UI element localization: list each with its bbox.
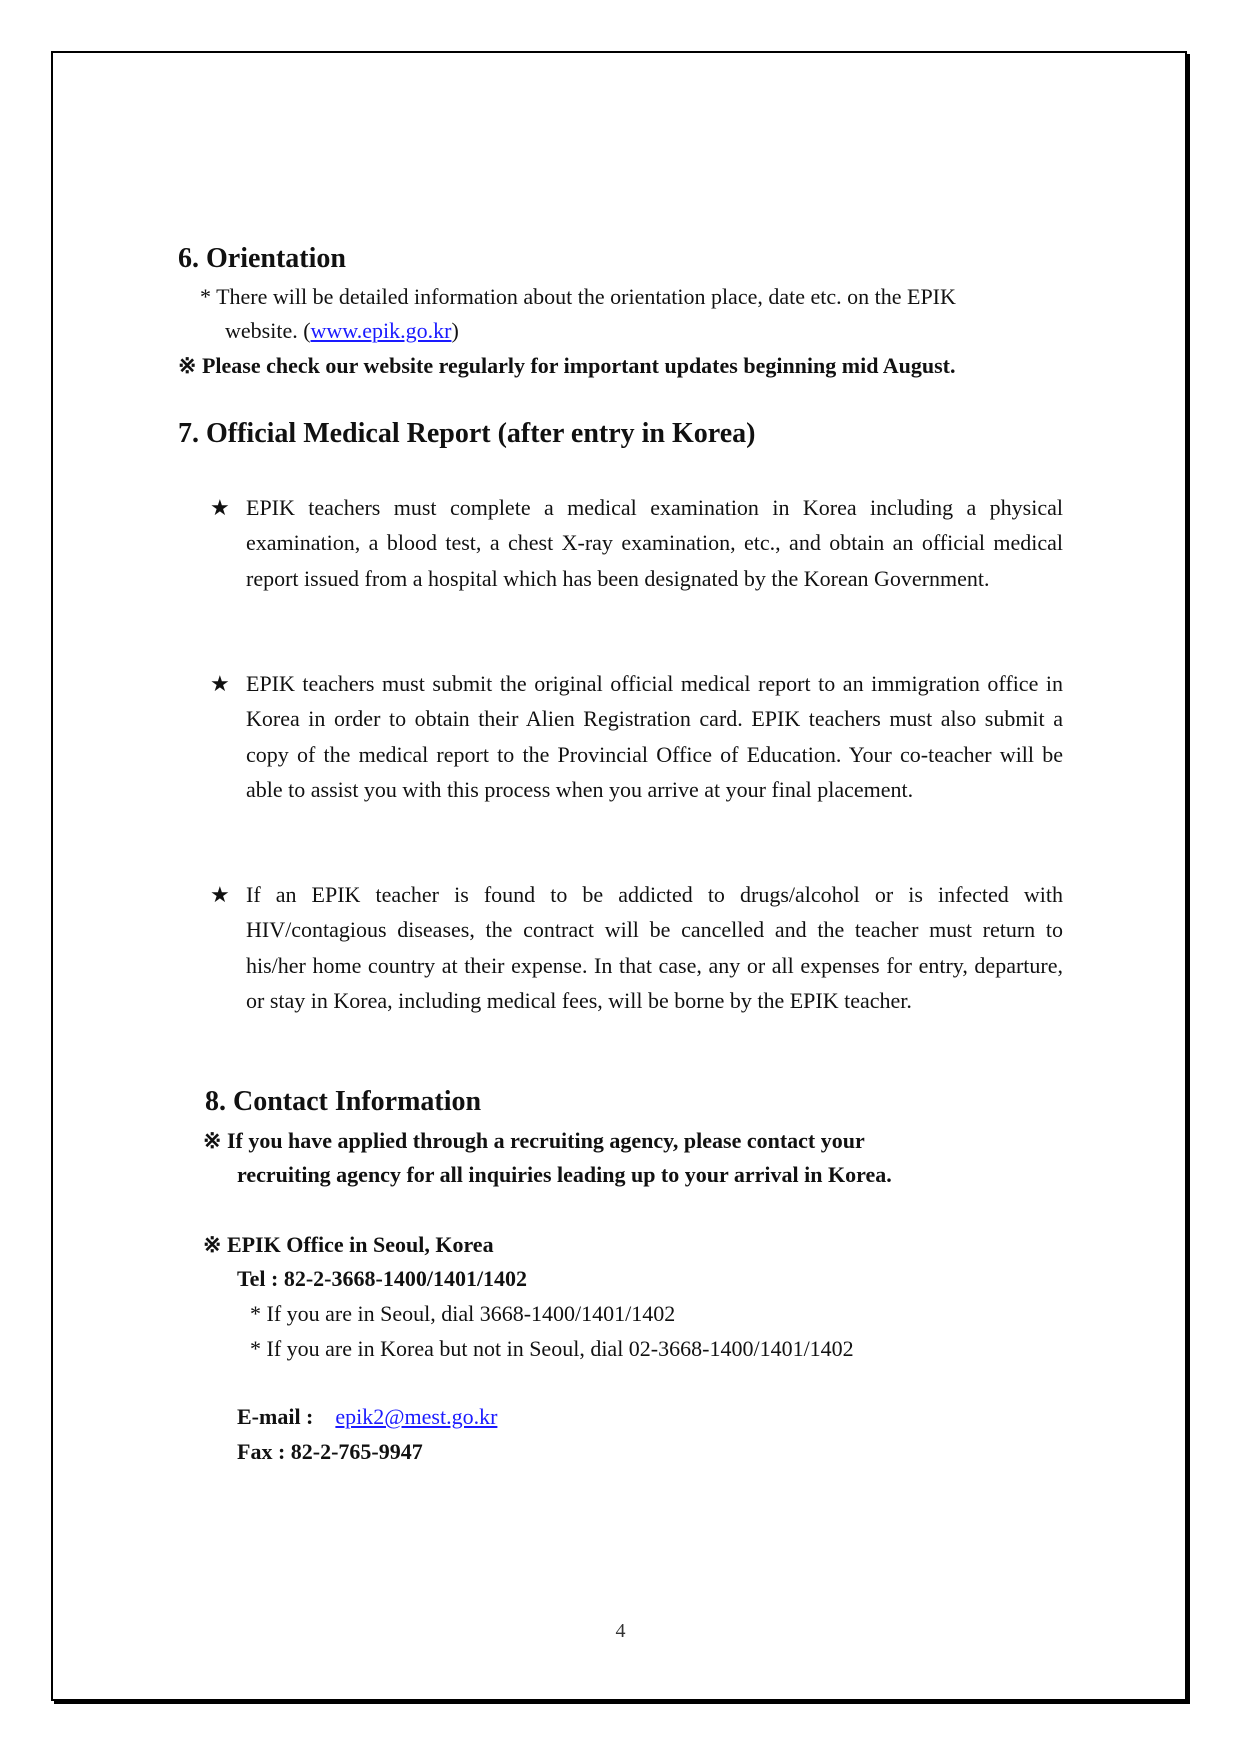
star-bullet-icon: ★: [210, 495, 230, 520]
epik-website-link[interactable]: www.epik.go.kr: [310, 318, 452, 343]
orientation-important-notice: [178, 353, 955, 379]
orientation-important-text: Please check our website regularly for important updates beginning mid August.: [201, 353, 956, 378]
medical-item-3: [210, 877, 1063, 1018]
email-line: [237, 1404, 497, 1430]
agency-notice-text1: If you have applied through a recruiting agency, please contact your: [226, 1128, 865, 1153]
orientation-note-line2: [225, 318, 459, 344]
medical-item-text: If an EPIK teacher is found to be addicted to drugs/alcohol or is infected with HIV/contagious diseases, the contract will be cancelled and the teacher must return to his/her home country at their expense. In that case, any or all expenses for entry, departure, or stay in Korea, including medical fees, will be borne by the EPIK teacher.: [246, 882, 1063, 1013]
reference-mark-icon: ※: [203, 1232, 222, 1257]
medical-item-text: EPIK teachers must submit the original official medical report to an immigration office in Korea in order to obtain their Alien Registration card. EPIK teachers must also submit a copy of the medical report to the Provincial Office of Education. Your co-teacher will be able to assist you with this process when you arrive at your final placement.: [246, 671, 1063, 802]
reference-mark-icon: ※: [203, 1128, 222, 1153]
star-bullet-icon: ★: [210, 882, 230, 907]
section-8-heading: 8. Contact Information: [205, 1086, 482, 1117]
medical-item-text: EPIK teachers must complete a medical examination in Korea including a physical examination, a blood test, a chest X-ray examination, etc., and obtain an official medical report issued from a hospital which has been designated by the Korean Government.: [246, 495, 1063, 591]
fax-line: Fax : 82-2-765-9947: [237, 1439, 423, 1464]
section-7-heading: 7. Official Medical Report (after entry in Korea): [178, 418, 756, 449]
orientation-note-line2-prefix: website. (: [225, 318, 311, 343]
medical-item-2: [210, 666, 1063, 807]
office-title-line: [203, 1232, 494, 1258]
star-bullet-icon: ★: [210, 671, 230, 696]
tel-note-seoul: * If you are in Seoul, dial 3668-1400/1401/1402: [250, 1301, 676, 1326]
reference-mark-icon: ※: [178, 353, 197, 378]
email-link[interactable]: epik2@mest.go.kr: [335, 1404, 498, 1429]
agency-notice-line1: [203, 1128, 865, 1154]
office-title: EPIK Office in Seoul, Korea: [226, 1232, 494, 1257]
tel-line: Tel : 82-2-3668-1400/1401/1402: [237, 1266, 528, 1291]
orientation-note-line1: * There will be detailed information about the orientation place, date etc. on the EPIK: [200, 284, 956, 309]
page-number: 4: [615, 1620, 626, 1642]
agency-notice-line2: recruiting agency for all inquiries leading up to your arrival in Korea.: [237, 1162, 892, 1187]
orientation-note-line2-suffix: ): [451, 318, 459, 343]
medical-item-1: [210, 490, 1063, 596]
tel-note-korea: * If you are in Korea but not in Seoul, dial 02-3668-1400/1401/1402: [250, 1336, 854, 1361]
section-6-heading: 6. Orientation: [178, 243, 346, 274]
email-label: E-mail :: [237, 1404, 314, 1429]
